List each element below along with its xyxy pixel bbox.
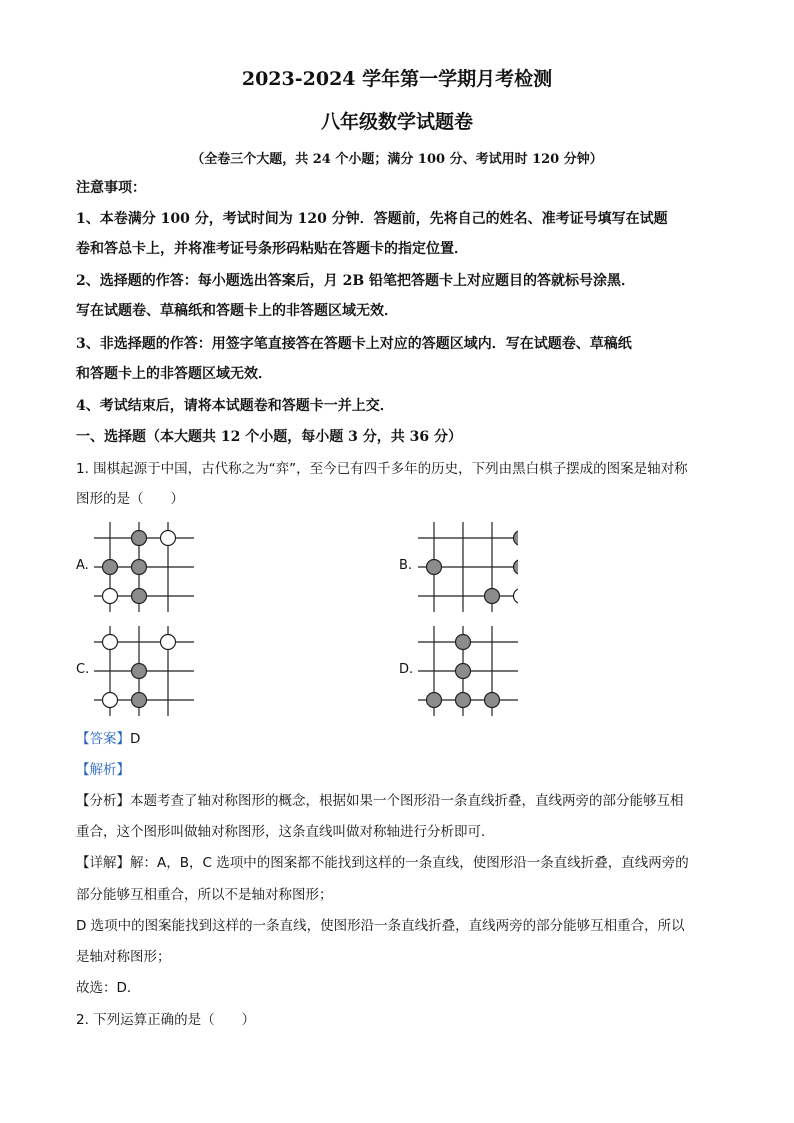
option-d-label: D. [399,662,414,677]
answer-tag: 【答案】 [76,731,130,747]
instruction-line: 写在试题卷、草稿纸和答题卡上的非答题区域无效． [76,303,398,319]
black-stone [103,560,118,575]
white-stone [103,589,118,604]
black-stone [456,635,471,650]
black-stone [514,531,519,546]
option-a-label: A. [76,558,89,573]
conclusion-line: 故选：D． [76,980,141,996]
xiangjie-line [76,853,726,873]
answer-line [76,729,726,749]
xiangjie-line-4: 是轴对称图形； [76,949,171,965]
black-stone [485,693,500,708]
exam-title: 2023-2024 学年第一学期月考检测 [241,68,553,90]
instruction-line: 1、本卷满分 100 分，考试时间为 120 分钟．答题前，先将自己的姓名、准考证号填写在试题 [76,211,668,227]
exam-note: （全卷三个大题，共 24 个小题；满分 100 分、考试用时 120 分钟） [191,152,603,167]
black-stone [427,693,442,708]
black-stone [132,664,147,679]
answer-value: D [130,731,141,747]
exam-subject-title: 八年级数学试题卷 [320,111,473,133]
question-1-stem-cont: 图形的是（ ） [76,491,184,507]
instruction-line: 2、选择题的作答：每小题选出答案后，月 2B 铅笔把答题卡上对应题目的答就标号涂黑． [76,273,636,289]
black-stone [456,664,471,679]
white-stone [103,693,118,708]
instruction-line: 4、考试结束后，请将本试题卷和答题卡一并上交． [76,398,394,414]
analysis-tag: 【解析】 [76,762,130,778]
black-stone [427,560,442,575]
option-a-go-board [94,522,194,614]
black-stone [456,693,471,708]
option-b-go-board [418,522,518,614]
xiangjie-line-2: 部分能够互相重合，所以不是轴对称图形； [76,887,333,903]
black-stone [132,589,147,604]
instruction-line: 卷和答总卡上，并将准考证号条形码粘贴在答题卡的指定位置． [76,241,468,257]
question-1-stem: 1. 围棋起源于中国，古代称之为“弈”，至今已有四千多年的历史，下列由黑白棋子摆成的图案是轴对称 [76,461,688,477]
option-c-label: C. [76,662,90,677]
analysis-heading [76,760,726,780]
section-heading: 一、选择题（本大题共 12 个小题，每小题 3 分，共 36 分） [76,429,462,445]
instructions-heading: 注意事项： [76,180,146,196]
black-stone [485,589,500,604]
black-stone [132,693,147,708]
option-d-go-board [418,626,518,718]
fenxi-line [76,791,726,811]
fenxi-line-2: 重合，这个图形叫做轴对称图形，这条直线叫做对称轴进行分析即可． [76,824,495,840]
instruction-line: 3、非选择题的作答：用签字笔直接答在答题卡上对应的答题区域内．写在试题卷、草稿纸 [76,336,632,352]
option-c-go-board [94,626,194,718]
xiangjie-tag: 【详解】 [76,855,130,871]
white-stone [514,589,519,604]
white-stone [103,635,118,650]
option-b-label: B. [399,558,413,573]
black-stone [514,560,519,575]
xiangjie-text: 解：A，B，C 选项中的图案都不能找到这样的一条直线，使图形沿一条直线折叠，直线两旁的 [130,855,689,871]
fenxi-text: 本题考查了轴对称图形的概念，根据如果一个图形沿一条直线折叠，直线两旁的部分能够互相 [130,793,684,809]
white-stone [161,531,176,546]
question-2-stem: 2. 下列运算正确的是（ ） [76,1012,256,1028]
black-stone [132,531,147,546]
white-stone [161,635,176,650]
black-stone [132,560,147,575]
instruction-line: 和答题卡上的非答题区域无效． [76,366,272,382]
fenxi-tag: 【分析】 [76,793,130,809]
xiangjie-line-3: D 选项中的图案能找到这样的一条直线，使图形沿一条直线折叠，直线两旁的部分能够互相重合，所以 [76,918,685,934]
